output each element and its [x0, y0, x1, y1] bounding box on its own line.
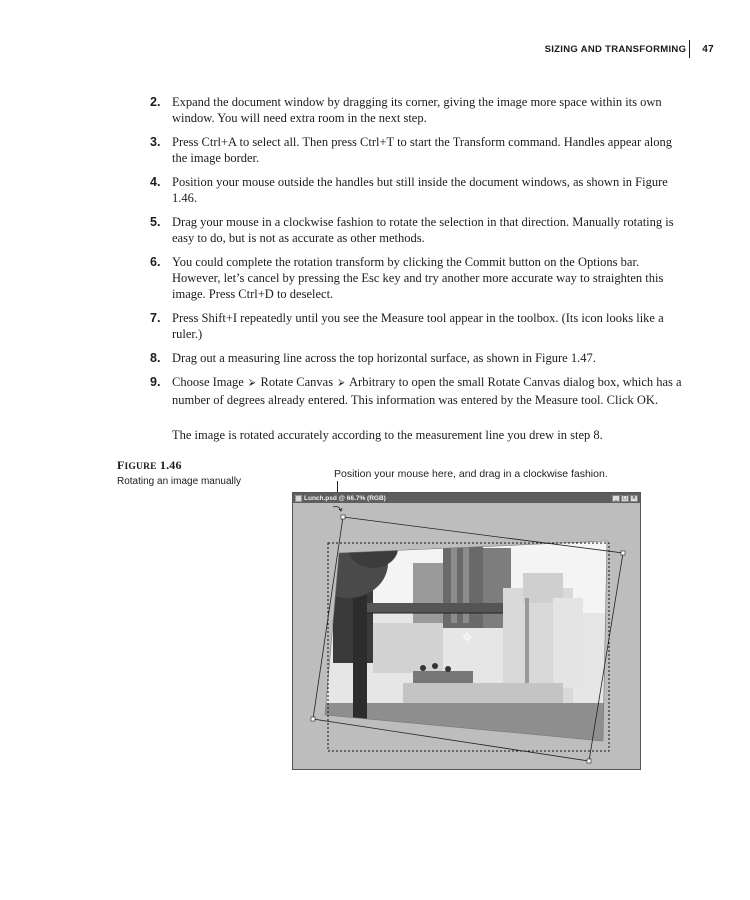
- menu-arrow-icon: ⮚: [248, 378, 256, 388]
- window-title: Lunch.psd @ 66.7% (RGB): [304, 494, 386, 502]
- step-text: Drag your mouse in a clockwise fashion to rotate the selection in that direction. Manually rotating is easy to do, but is not as accurate as other methods.: [172, 215, 674, 245]
- step-item: [150, 214, 684, 246]
- step-number: 2.: [150, 95, 161, 109]
- window-controls: [612, 495, 638, 502]
- step-text: [172, 374, 684, 408]
- transform-handle[interactable]: [341, 515, 345, 519]
- step-item: [150, 374, 684, 408]
- step-number: 7.: [150, 311, 161, 325]
- menu-arrow-icon: ⮚: [338, 378, 345, 388]
- canvas-area[interactable]: [293, 503, 640, 769]
- step-number: 3.: [150, 135, 161, 149]
- step-text: You could complete the rotation transform by clicking the Commit button on the Options bar. However, let’s cancel by pressing the Esc key and try another more accurate way to straighten this image. Press Ctrl+D to deselect.: [172, 255, 664, 301]
- window-title-bar[interactable]: [293, 493, 640, 503]
- document-icon: [295, 495, 302, 502]
- step-number: 6.: [150, 255, 161, 269]
- close-button[interactable]: ×: [631, 494, 637, 501]
- step-number: 4.: [150, 175, 161, 189]
- step-item: [150, 94, 684, 126]
- page-number: 47: [702, 43, 714, 55]
- step-text: Press Ctrl+A to select all. Then press Ctrl+T to start the Transform command. Handles appear along the image border.: [172, 135, 673, 165]
- rotated-photo: [308, 528, 623, 753]
- section-title: SIZING AND TRANSFORMING: [544, 43, 687, 55]
- header-divider: [689, 40, 690, 58]
- transform-handle[interactable]: [587, 759, 591, 763]
- figure-label: [117, 458, 242, 473]
- figure-caption: [117, 458, 242, 489]
- step-number: 5.: [150, 215, 161, 229]
- running-header: [545, 40, 714, 58]
- closing-paragraph: The image is rotated accurately according to the measurement line you drew in step 8.: [172, 428, 603, 442]
- maximize-button[interactable]: □: [622, 494, 628, 501]
- transform-handle[interactable]: [311, 717, 315, 721]
- figure-label-smallcaps: IGURE: [124, 462, 157, 472]
- document-window: [292, 492, 641, 770]
- canvas-illustration: [293, 503, 640, 769]
- minimize-button[interactable]: _: [612, 495, 620, 502]
- menu-path-arbitrary: Arbitrary to open the small Rotate Canvas dialog box, which has a number of degrees already entered. This information was entered by the Measure tool. Click OK.: [172, 375, 682, 407]
- step-number: 9.: [150, 375, 161, 389]
- figure-number: 1.46: [159, 458, 182, 472]
- step-text: Press Shift+I repeatedly until you see the Measure tool appear in the toolbox. (Its icon looks like a ruler.): [172, 311, 664, 341]
- step-item: [150, 174, 684, 206]
- step-text: Drag out a measuring line across the top horizontal surface, as shown in Figure 1.47.: [172, 351, 596, 365]
- step-text: Expand the document window by dragging its corner, giving the image more space within its own window. You will need extra room in the next step.: [172, 95, 662, 125]
- step-number: 8.: [150, 351, 161, 365]
- menu-path-rotate-canvas: Rotate Canvas: [260, 375, 334, 389]
- step-item: [150, 310, 684, 342]
- figure-label-initial: F: [117, 458, 125, 472]
- step-item: [150, 254, 684, 302]
- step-item: [150, 350, 684, 366]
- transform-handle[interactable]: [621, 551, 625, 555]
- figure-callout: Position your mouse here, and drag in a clockwise fashion.: [334, 468, 608, 480]
- step-list: [150, 94, 684, 416]
- step-text: Position your mouse outside the handles but still inside the document windows, as shown in Figure 1.46.: [172, 175, 668, 205]
- step-item: [150, 134, 684, 166]
- figure-description: Rotating an image manually: [117, 476, 241, 487]
- menu-path-image: Choose Image: [172, 375, 244, 389]
